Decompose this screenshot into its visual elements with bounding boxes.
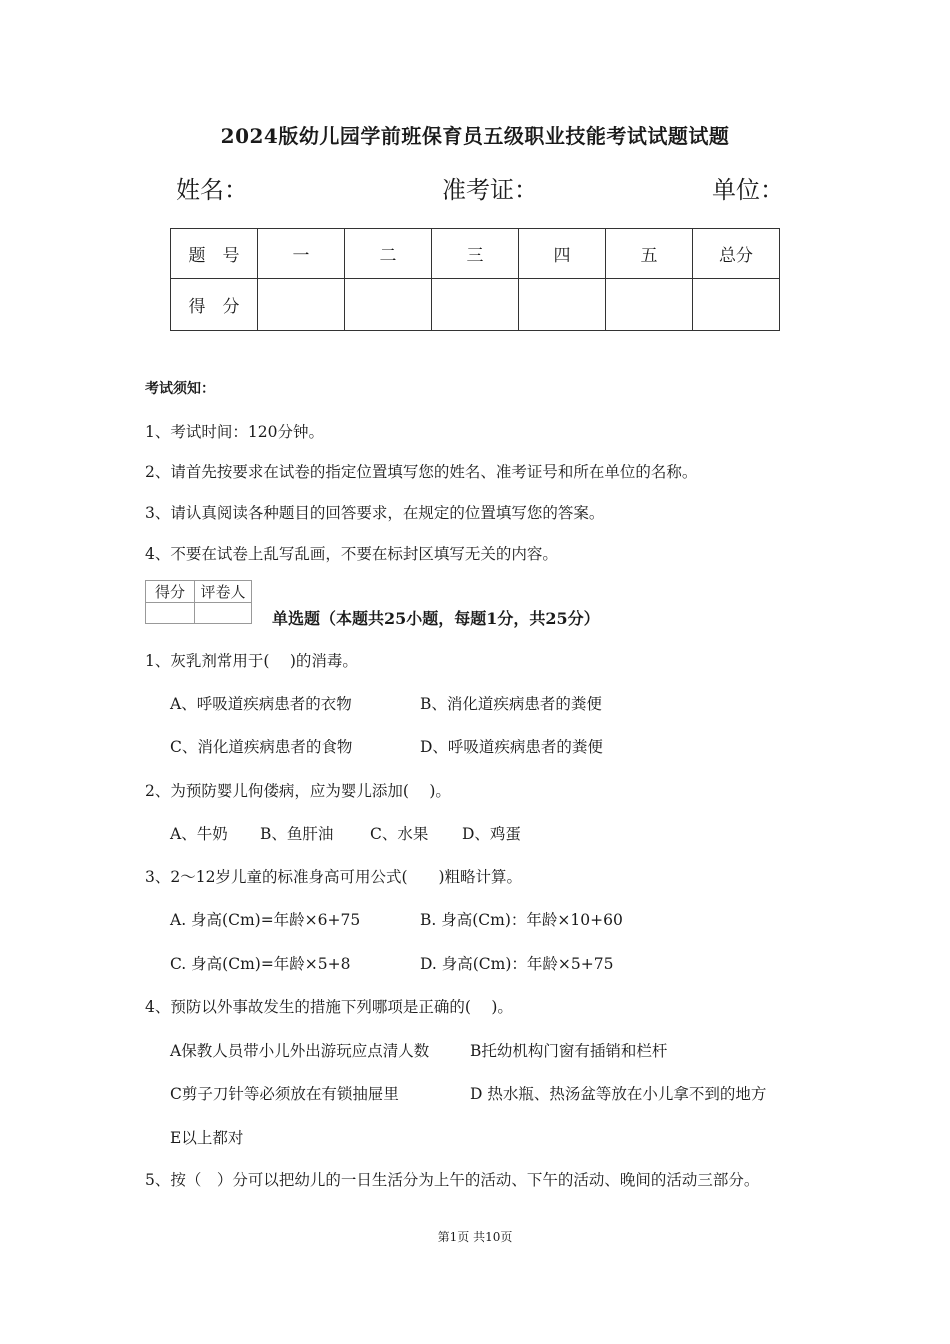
grader-name-cell[interactable] xyxy=(195,603,252,624)
score-cell[interactable] xyxy=(258,279,345,331)
option-a: A、呼吸道疾病患者的衣物 xyxy=(170,695,352,713)
score-cell[interactable] xyxy=(345,279,432,331)
option-d: D 热水瓶、热汤盆等放在小儿拿不到的地方 xyxy=(470,1085,767,1103)
notice-item: 1、考试时间：120分钟。 xyxy=(145,423,324,441)
score-table-header-row xyxy=(171,229,780,279)
unit-field-label: 单位： xyxy=(712,176,784,204)
score-table-header-cell: 题 号 xyxy=(171,229,258,279)
exam-id-field-label: 准考证： xyxy=(442,176,538,204)
option-b: B、鱼肝油 xyxy=(260,825,334,843)
score-cell[interactable] xyxy=(519,279,606,331)
score-row-label: 得 分 xyxy=(171,279,258,331)
option-c: C. 身高(Cm)=年龄×5+8 xyxy=(170,955,351,973)
question-stem: 2、为预防婴儿佝偻病，应为婴儿添加( )。 xyxy=(145,782,451,800)
notice-heading: 考试须知： xyxy=(145,381,215,397)
score-table xyxy=(170,228,780,331)
score-cell[interactable] xyxy=(606,279,693,331)
grader-score-label: 得分 xyxy=(146,581,195,603)
question-stem: 3、2～12岁儿童的标准身高可用公式( )粗略计算。 xyxy=(145,868,523,886)
grader-score-cell[interactable] xyxy=(146,603,195,624)
grader-box xyxy=(145,580,252,624)
score-table-header-cell: 五 xyxy=(606,229,693,279)
option-c: C、消化道疾病患者的食物 xyxy=(170,738,353,756)
notice-item: 3、请认真阅读各种题目的回答要求，在规定的位置填写您的答案。 xyxy=(145,504,605,522)
notice-item: 2、请首先按要求在试卷的指定位置填写您的姓名、准考证号和所在单位的名称。 xyxy=(145,463,698,481)
option-e: E以上都对 xyxy=(170,1129,244,1147)
score-cell[interactable] xyxy=(693,279,780,331)
score-table-header-cell: 二 xyxy=(345,229,432,279)
option-d: D. 身高(Cm)：年龄×5+75 xyxy=(420,955,614,973)
score-table-score-row xyxy=(171,279,780,331)
option-d: D、鸡蛋 xyxy=(462,825,521,843)
option-b: B、消化道疾病患者的粪便 xyxy=(420,695,602,713)
grader-name-label: 评卷人 xyxy=(195,581,252,603)
option-b: B托幼机构门窗有插销和栏杆 xyxy=(470,1042,668,1060)
option-c: C剪子刀针等必须放在有锁抽屉里 xyxy=(170,1085,399,1103)
score-table-header-cell: 四 xyxy=(519,229,606,279)
document-title: 2024版幼儿园学前班保育员五级职业技能考试试题试题 xyxy=(220,124,730,148)
score-table-header-cell: 三 xyxy=(432,229,519,279)
score-table-header-cell: 一 xyxy=(258,229,345,279)
page-footer: 第1页 共10页 xyxy=(437,1230,513,1244)
option-a: A、牛奶 xyxy=(170,825,228,843)
name-field-label: 姓名： xyxy=(176,176,248,204)
option-a: A保教人员带小儿外出游玩应点清人数 xyxy=(170,1042,430,1060)
notice-item: 4、不要在试卷上乱写乱画，不要在标封区填写无关的内容。 xyxy=(145,545,558,563)
question-stem: 5、按（ ）分可以把幼儿的一日生活分为上午的活动、下午的活动、晚间的活动三部分。 xyxy=(145,1171,760,1189)
score-cell[interactable] xyxy=(432,279,519,331)
section-title: 单选题（本题共25小题，每题1分，共25分） xyxy=(272,609,600,628)
question-stem: 1、灰乳剂常用于( )的消毒。 xyxy=(145,652,358,670)
option-c: C、水果 xyxy=(370,825,429,843)
option-b: B. 身高(Cm)：年龄×10+60 xyxy=(420,911,623,929)
option-a: A. 身高(Cm)=年龄×6+75 xyxy=(170,911,361,929)
option-d: D、呼吸道疾病患者的粪便 xyxy=(420,738,603,756)
question-stem: 4、预防以外事故发生的措施下列哪项是正确的( )。 xyxy=(145,998,513,1016)
score-table-header-cell: 总分 xyxy=(693,229,780,279)
